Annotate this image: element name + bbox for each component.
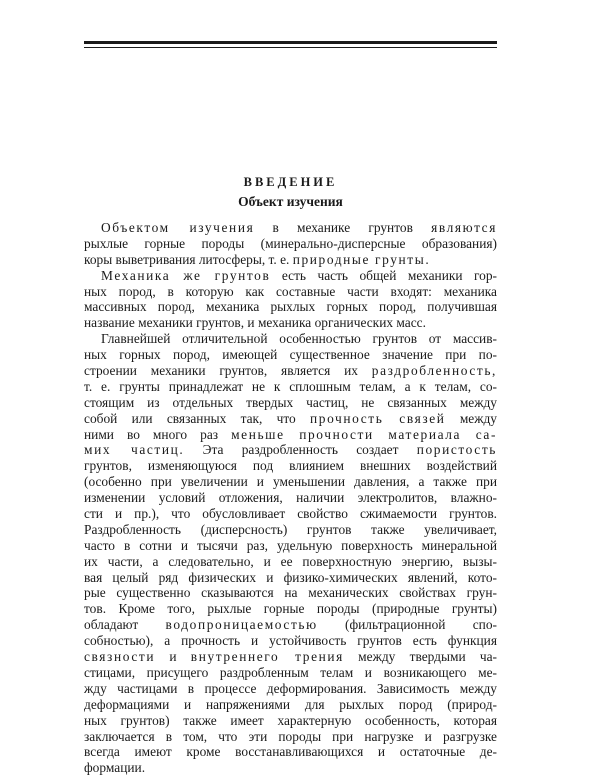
text-line <box>84 506 497 522</box>
spaced-emphasis-text: являются <box>431 220 497 235</box>
text-run: часто в сотни и тысячи раз, удельную поверхность минеральной <box>84 537 497 553</box>
spaced-emphasis-text: раздробленность, <box>371 363 497 379</box>
text-run: ных пород, в которую как составные части входят: механика <box>84 283 497 299</box>
text-run: жду частицами в процессе деформирования. Зависимость между <box>84 680 497 696</box>
text-run: т. е. грунты принадлежат не к сплошным телам, а к телам, со- <box>84 378 497 394</box>
text-run: ных грунтов) также имеет характерную особенность, которая <box>84 712 497 728</box>
text-line <box>84 379 497 395</box>
text-run: Раздробленность (дисперсность) грунтов также увеличивает, <box>84 521 497 537</box>
text-run: собностью), а прочность и устойчивость грунтов есть функция <box>84 633 497 649</box>
text-run: заключается в том, что эти породы при нагрузке и разгрузке <box>84 728 497 744</box>
spaced-emphasis-text: прочность связей <box>310 410 446 426</box>
text-line <box>84 585 497 601</box>
text-line <box>84 729 497 745</box>
text-run: Главнейшей отличительной особенностью грунтов от массив- <box>101 331 497 347</box>
text-run: формации. <box>84 760 146 776</box>
text-run: тов. Кроме того, рыхлые горные породы (природные грунты) <box>84 601 497 617</box>
text-line <box>84 363 497 379</box>
text-run: грунтов, изменяющуюся под влиянием внешних воздействий <box>84 458 497 474</box>
text-run: стицами, присущего раздробленным телам и возникающего ме- <box>84 664 497 680</box>
text-line <box>84 268 497 284</box>
text-line <box>84 570 497 586</box>
text-line <box>84 681 497 697</box>
text-line <box>84 665 497 681</box>
text-line <box>84 252 497 268</box>
text-run: и <box>155 649 191 665</box>
text-line <box>84 522 497 538</box>
text-run: собой или связанных так, что <box>84 410 311 426</box>
text-run: между <box>445 410 497 426</box>
spaced-emphasis-text: водопроницаемостью <box>165 617 318 633</box>
text-run: ними во много раз <box>84 426 232 442</box>
text-line <box>84 617 497 633</box>
text-line <box>84 713 497 729</box>
text-line <box>84 458 497 474</box>
text-run: всегда имеют кроме восстанавливающихся и остаточные де- <box>84 744 497 760</box>
text-line <box>84 284 497 300</box>
text-line <box>84 395 497 411</box>
text-line <box>84 601 497 617</box>
text-line <box>84 427 497 443</box>
text-line <box>84 220 497 236</box>
chapter-heading: ВВЕДЕНИЕ <box>243 175 338 189</box>
spaced-emphasis-text: Объектом изучения <box>101 220 255 235</box>
text-line <box>84 697 497 713</box>
text-run: строении механики грунтов, является их <box>84 363 372 379</box>
header-rule-thick <box>84 41 497 44</box>
text-run: сти и пр.), что обусловливает свойство сжимаемости грунтов. <box>84 506 497 522</box>
text-run: есть часть общей механики гор- <box>270 267 497 283</box>
body-text <box>84 220 497 776</box>
text-line <box>84 538 497 554</box>
header-rule-thin <box>84 47 497 48</box>
text-run: изменении условий отложения, наличии электролитов, влажно- <box>84 490 497 506</box>
text-run: Эта раздробленность создает <box>184 442 417 458</box>
text-line <box>84 744 497 760</box>
text-line <box>84 554 497 570</box>
text-run: массивных пород, механика рыхлых горных пород, получившая <box>84 299 497 315</box>
spaced-emphasis-text: связности <box>84 649 156 665</box>
spaced-emphasis-text: меньше прочности материала са- <box>231 426 498 442</box>
text-line <box>84 649 497 665</box>
text-run: обладают <box>84 617 166 633</box>
text-run: коры выветривания литосферы, т. е. <box>84 251 293 267</box>
spaced-emphasis-text: Механика же грунтов <box>101 267 271 283</box>
text-run: их части, а следовательно, и ее поверхностную энергию, вызы- <box>84 553 497 569</box>
text-run: в механике грунтов <box>254 220 432 235</box>
spaced-emphasis-text: мих частиц. <box>84 442 185 458</box>
text-run: рыхлые горные породы (минерально-дисперсные образования) <box>84 235 497 251</box>
text-run: рые существенно сказываются на механических свойствах грун- <box>84 585 497 601</box>
text-line <box>84 411 497 427</box>
text-line <box>84 474 497 490</box>
text-run: (фильтрационной спо- <box>317 617 497 633</box>
text-line <box>84 315 497 331</box>
text-run: вая целый ряд физических и физико-химических явлений, кото- <box>84 569 497 585</box>
text-run: деформациями и напряжениями для рыхлых пород (природ- <box>84 696 497 712</box>
text-line <box>84 236 497 252</box>
text-run: стоящим из отдельных твердых частиц, не связанных между <box>84 394 497 410</box>
spaced-emphasis-text: природные грунты. <box>292 251 431 267</box>
text-run: ных горных пород, имеющей существенное значение при по- <box>84 347 497 363</box>
text-line <box>84 299 497 315</box>
text-line <box>84 633 497 649</box>
spaced-emphasis-text: внутреннего трения <box>190 649 344 665</box>
text-run: название механики грунтов, и механика органических масс. <box>84 315 426 331</box>
text-line <box>84 331 497 347</box>
text-run: между твердыми ча- <box>343 649 497 665</box>
spaced-emphasis-text: пористость <box>416 442 498 458</box>
text-line <box>84 760 497 776</box>
text-line <box>84 490 497 506</box>
text-run: (особенно при увеличении и уменьшении давления, а также при <box>84 474 497 490</box>
text-line <box>84 347 497 363</box>
section-heading: Объект изучения <box>238 194 343 209</box>
text-line <box>84 442 497 458</box>
